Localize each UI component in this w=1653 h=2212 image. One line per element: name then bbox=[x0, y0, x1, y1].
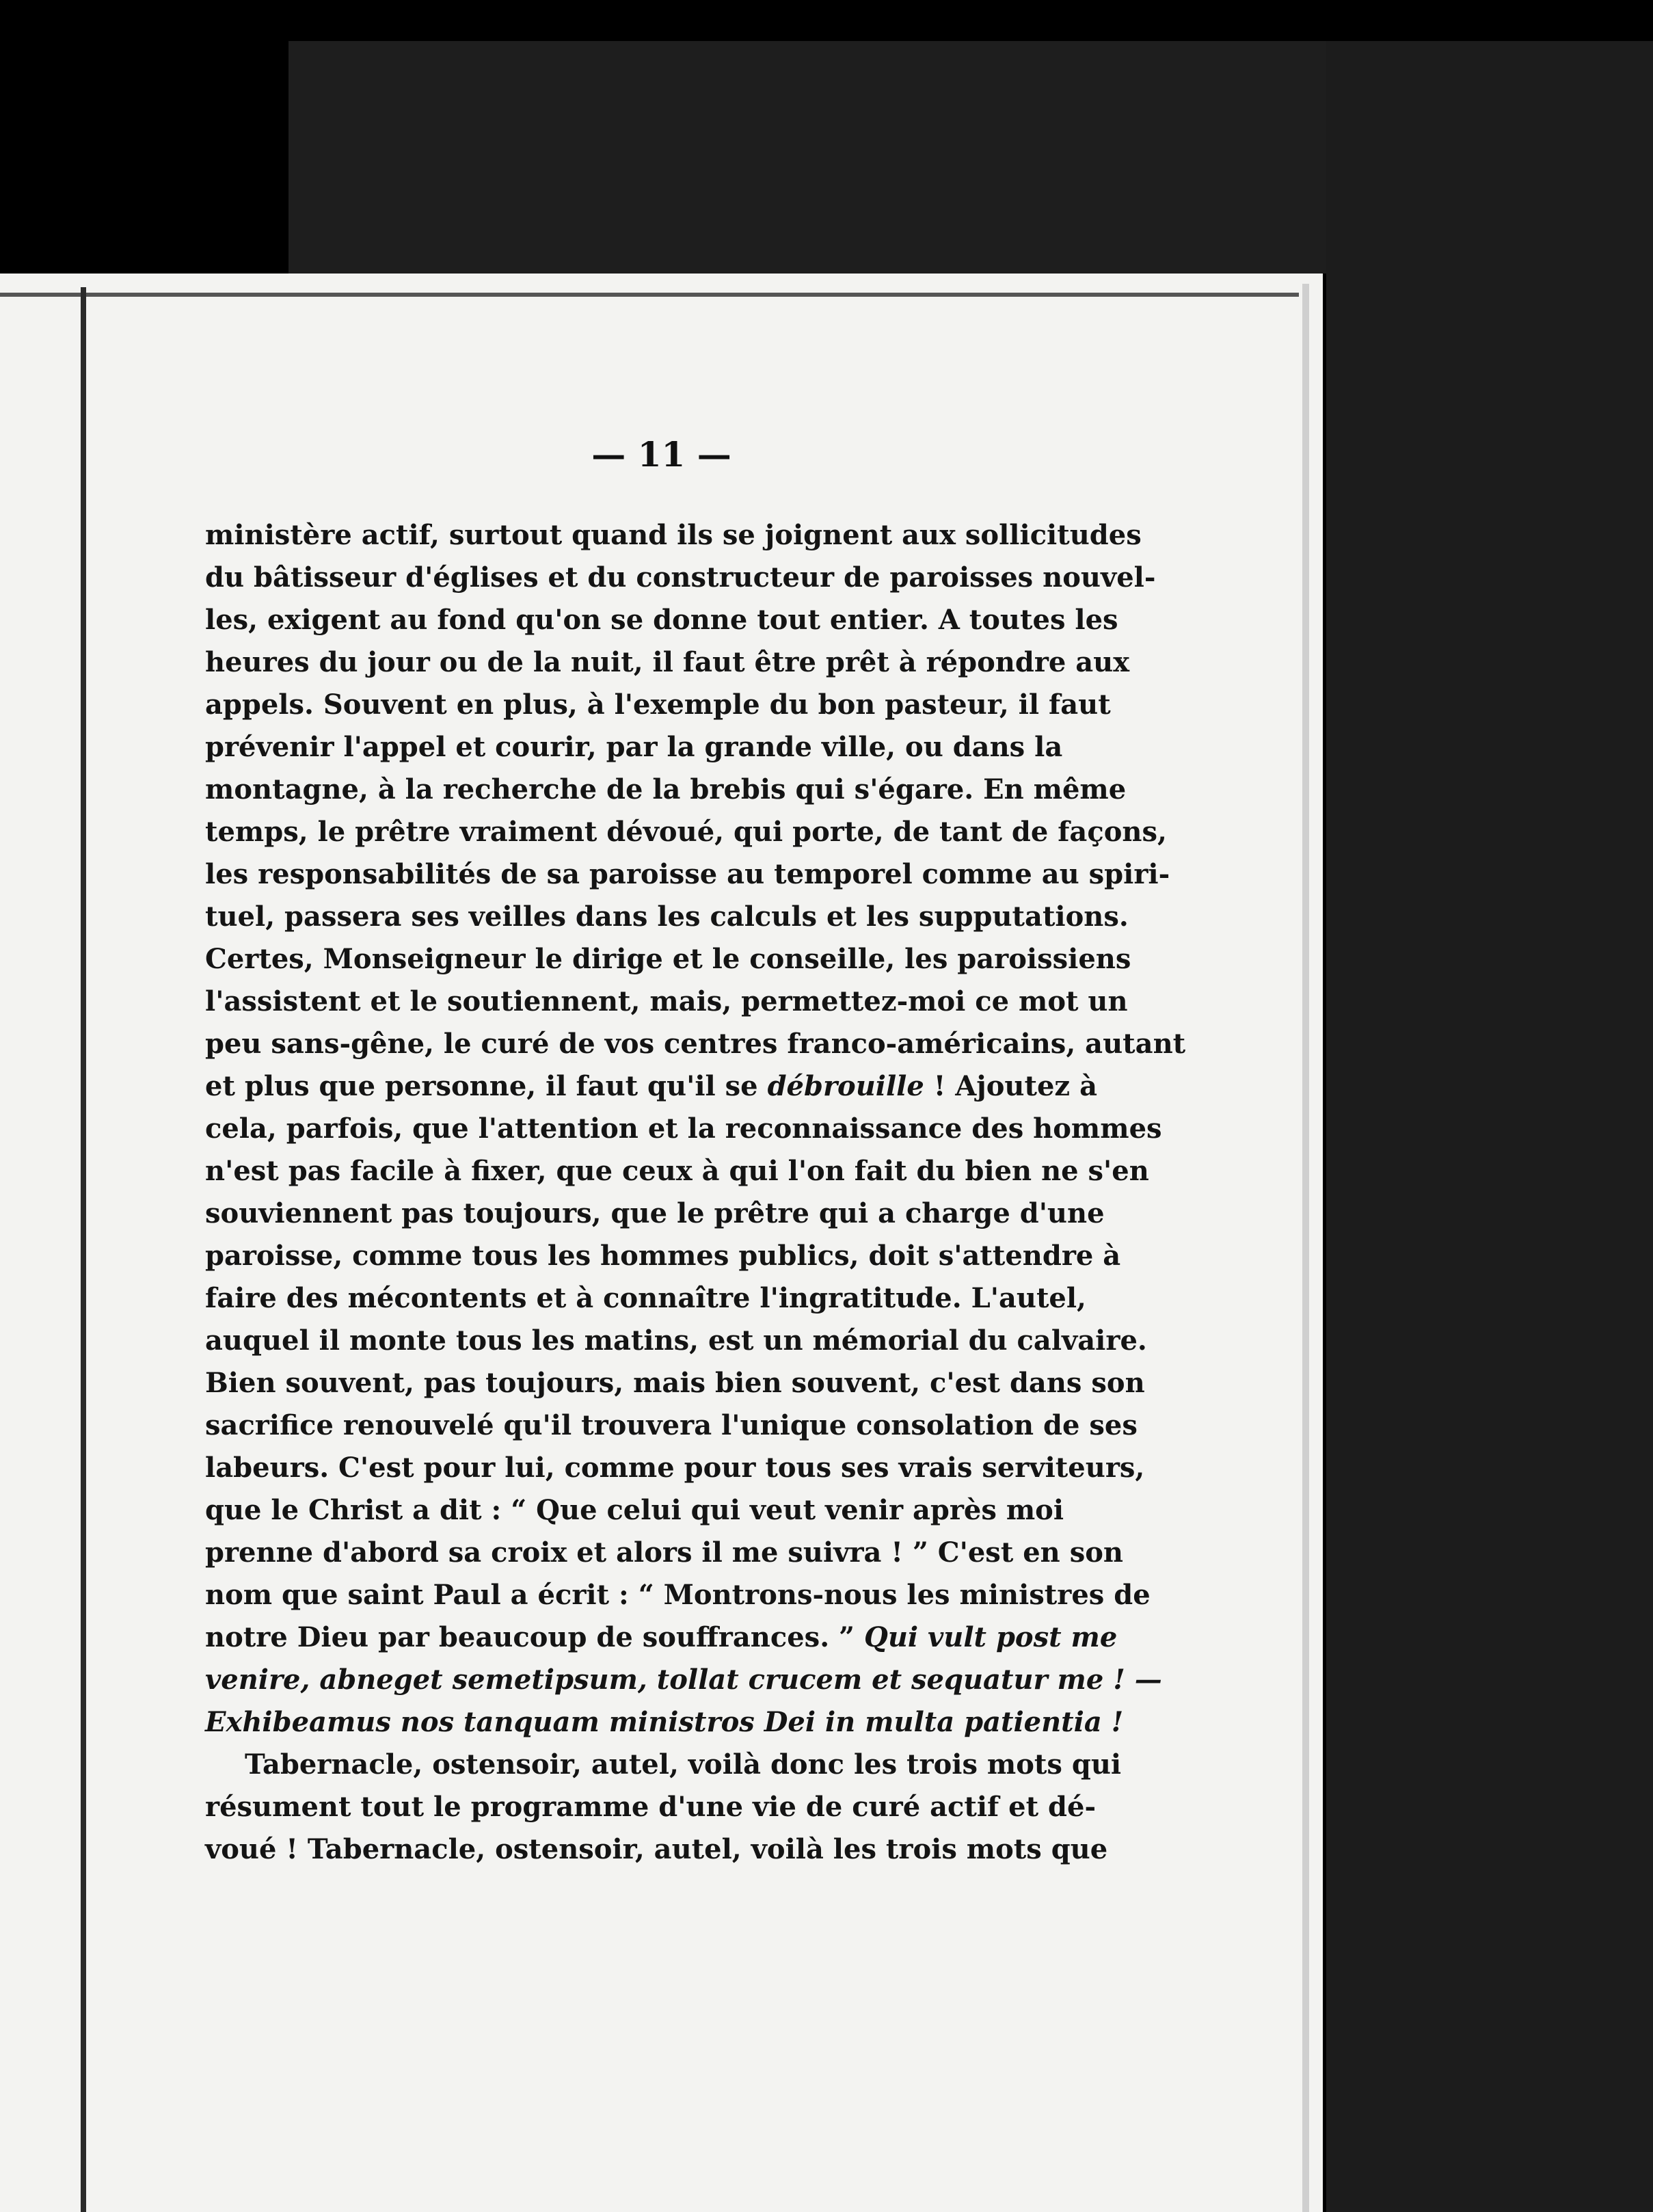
text-line: tuel, passera ses veilles dans les calculs et les supputations. bbox=[205, 901, 1129, 933]
text-line: cela, parfois, que l'attention et la reconnaissance des hommes bbox=[205, 1112, 1162, 1145]
text-line: résument tout le programme d'une vie de curé actif et dé- bbox=[205, 1791, 1097, 1823]
text-line: souviennent pas toujours, que le prêtre qui a charge d'une bbox=[205, 1197, 1105, 1229]
text-line: nom que saint Paul a écrit : “ Montrons-nous les ministres de bbox=[205, 1579, 1151, 1611]
text-line: labeurs. C'est pour lui, comme pour tous ses vrais serviteurs, bbox=[205, 1452, 1145, 1484]
text-line: auquel il monte tous les matins, est un mémorial du calvaire. bbox=[205, 1324, 1147, 1357]
text-line: appels. Souvent en plus, à l'exemple du bon pasteur, il faut bbox=[205, 689, 1111, 721]
text-line: sacrifice renouvelé qu'il trouvera l'unique consolation de ses bbox=[205, 1409, 1138, 1441]
background-scan-right bbox=[1326, 41, 1653, 2212]
text-line: n'est pas facile à fixer, que ceux à qui l'on fait du bien ne s'en bbox=[205, 1155, 1149, 1187]
page-number: — 11 — bbox=[591, 434, 731, 475]
text-line: montagne, à la recherche de la brebis qui s'égare. En même bbox=[205, 773, 1127, 805]
text-line: Certes, Monseigneur le dirige et le conseille, les paroissiens bbox=[205, 943, 1131, 975]
latin-quote-start: Qui vult post me bbox=[863, 1621, 1118, 1653]
emphasized-word: débrouille bbox=[767, 1070, 924, 1102]
paragraph-start-line: Tabernacle, ostensoir, autel, voilà donc les trois mots qui bbox=[245, 1748, 1122, 1781]
text-line: prenne d'abord sa croix et alors il me suivra ! ” C'est en son bbox=[205, 1536, 1123, 1569]
text-line: l'assistent et le soutiennent, mais, permettez-moi ce mot un bbox=[205, 985, 1128, 1017]
text-line: les responsabilités de sa paroisse au temporel comme au spiri- bbox=[205, 858, 1170, 890]
body-text bbox=[205, 514, 1186, 1871]
page-top-edge bbox=[0, 293, 1299, 297]
page-right-edge bbox=[1302, 284, 1309, 2212]
text-line: que le Christ a dit : “ Que celui qui veut venir après moi bbox=[205, 1494, 1064, 1526]
text-line: ministère actif, surtout quand ils se joignent aux sollicitudes bbox=[205, 519, 1142, 551]
latin-quote-line: Exhibeamus nos tanquam ministros Dei in multa patientia ! bbox=[205, 1706, 1124, 1738]
text-line: peu sans-gêne, le curé de vos centres franco-américains, autant bbox=[205, 1028, 1186, 1060]
text-line: du bâtisseur d'églises et du constructeur de paroisses nouvel- bbox=[205, 561, 1156, 594]
text-line: temps, le prêtre vraiment dévoué, qui porte, de tant de façons, bbox=[205, 816, 1167, 848]
text-line: prévenir l'appel et courir, par la grande ville, ou dans la bbox=[205, 731, 1063, 763]
text-line: Bien souvent, pas toujours, mais bien souvent, c'est dans son bbox=[205, 1367, 1145, 1399]
text-line: paroisse, comme tous les hommes publics, doit s'attendre à bbox=[205, 1240, 1121, 1272]
text-line: heures du jour ou de la nuit, il faut être prêt à répondre aux bbox=[205, 646, 1130, 678]
latin-quote-line: venire, abneget semetipsum, tollat crucem et sequatur me ! — bbox=[205, 1664, 1162, 1696]
text-line: notre Dieu par beaucoup de souffrances. ” Qui vult post me bbox=[205, 1621, 1118, 1653]
text-line: voué ! Tabernacle, ostensoir, autel, voilà les trois mots que bbox=[205, 1833, 1108, 1865]
text-line: et plus que personne, il faut qu'il se débrouille ! Ajoutez à bbox=[205, 1070, 1097, 1102]
text-line: les, exigent au fond qu'on se donne tout entier. A toutes les bbox=[205, 604, 1118, 636]
text-line: faire des mécontents et à connaître l'ingratitude. L'autel, bbox=[205, 1282, 1086, 1314]
page-binding-edge bbox=[81, 287, 86, 2212]
